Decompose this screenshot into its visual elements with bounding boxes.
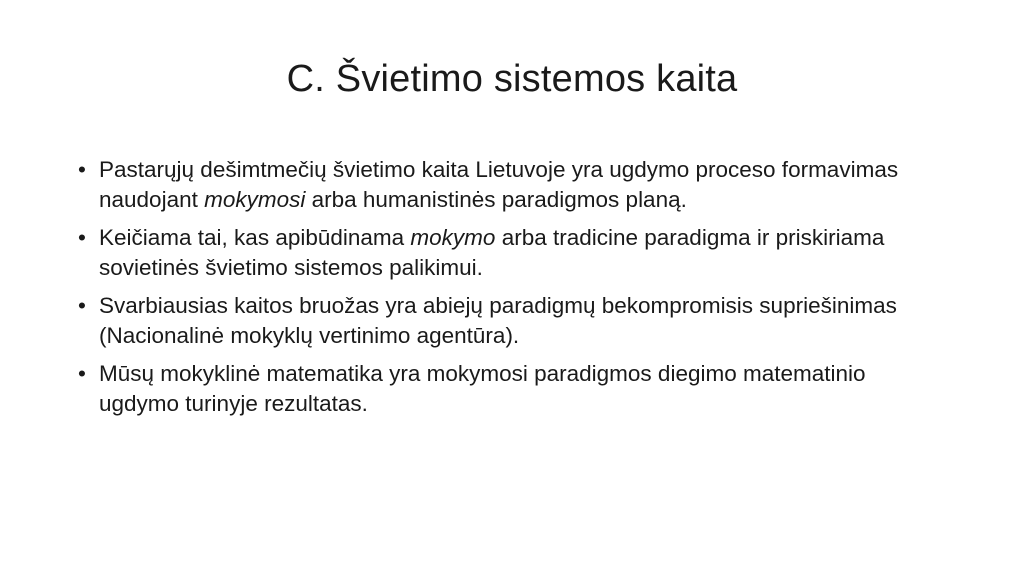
bullet-text: [99, 361, 866, 416]
bullet-text-segment: arba humanistinės paradigmos planą.: [305, 187, 687, 212]
bullet-text: [99, 225, 884, 280]
bullet-icon: •: [78, 361, 86, 386]
bullet-text-segment: Svarbiausias kaitos bruožas yra abiejų paradigmų bekompromisis supriešinimas (Nacionalinė mokyklų vertinimo agentūra).: [99, 293, 897, 348]
bullet-icon: •: [78, 225, 86, 250]
bullet-text-segment: Mūsų mokyklinė matematika yra mokymosi paradigmos diegimo matematinio ugdymo turinyje rezultatas.: [99, 361, 866, 416]
slide-title: C. Švietimo sistemos kaita: [286, 58, 738, 100]
list-item: [78, 359, 938, 419]
bullet-text: [99, 293, 897, 348]
bullet-icon: •: [78, 157, 86, 182]
bullet-text: [99, 157, 898, 212]
list-item: [78, 223, 938, 283]
list-item: [78, 291, 938, 351]
bullet-text-emphasis: mokymosi: [204, 187, 306, 212]
bullet-text-emphasis: mokymo: [410, 225, 496, 250]
bullet-list: [78, 155, 938, 427]
bullet-text-segment: Keičiama tai, kas apibūdinama: [99, 225, 411, 250]
bullet-text-segment: arba tradicine paradigma ir priskiriama sovietinės švietimo sistemos palikimui.: [99, 225, 885, 280]
bullet-icon: •: [78, 293, 86, 318]
list-item: [78, 155, 938, 215]
bullet-text-segment: Pastarųjų dešimtmečių švietimo kaita Lietuvoje yra ugdymo proceso formavimas naudojant: [99, 157, 899, 212]
